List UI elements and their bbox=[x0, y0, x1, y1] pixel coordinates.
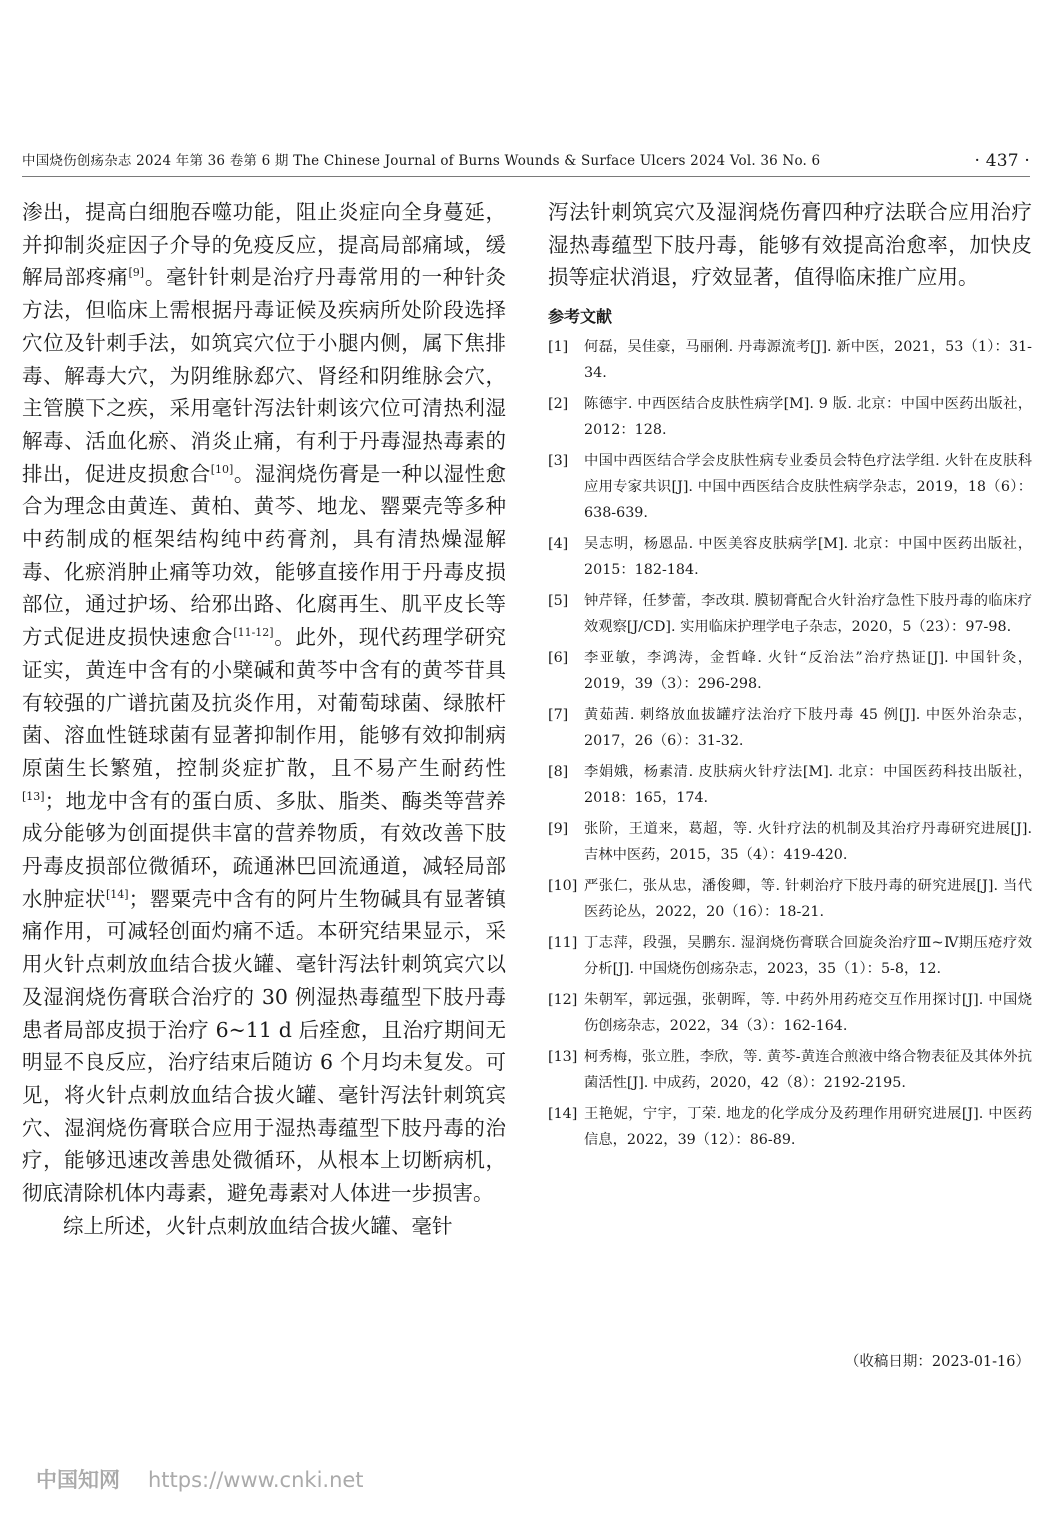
reference-number: [10] bbox=[548, 878, 578, 895]
reference-item bbox=[548, 987, 1032, 1039]
citation: [9] bbox=[128, 266, 145, 280]
header-rule bbox=[22, 176, 1030, 177]
reference-text: 严张仁，张从忠，潘俊卿，等. 针刺治疗下肢丹毒的研究进展[J]. 当代医药论丛，2022，20（16）：18-21. bbox=[584, 878, 1032, 921]
reference-text: 吴志明，杨恩品. 中医美容皮肤病学[M]. 北京：中国中医药出版社，2015：182-184. bbox=[584, 536, 1032, 579]
citation: [11-12] bbox=[233, 626, 274, 640]
conclusion-paragraph: 综上所述，火针点刺放血结合拔火罐、毫针 bbox=[63, 1213, 453, 1238]
reference-text: 黄茹茜. 刺络放血拔罐疗法治疗下肢丹毒 45 例[J]. 中医外治杂志，2017，26（6）：31-32. bbox=[584, 707, 1032, 750]
reference-number: [12] bbox=[548, 992, 578, 1009]
reference-number: [7] bbox=[548, 707, 569, 724]
reference-item bbox=[548, 1044, 1032, 1096]
reference-number: [11] bbox=[548, 935, 578, 952]
text-run: ；罂粟壳中含有的阿片生物碱具有显著镇痛作用，可减轻创面灼痛不适。本研究结果显示，采用火针点刺放血结合拔火罐、毫针泻法针刺筑宾穴以及湿润烧伤膏联合治疗的 30 例湿热毒蕴型下肢丹毒患者局部皮损于治疗 6~11 d 后痊愈，且治疗期间无明显不良反应，治疗结束后随访 6 个月均未复发。可见，将火针点刺放血结合拔火罐、毫针泻法针刺筑宾穴、湿润烧伤膏联合应用于湿热毒蕴型下肢丹毒的治疗，能够迅速改善患处微循环，从根本上切断病机，彻底清除机体内毒素，避免毒素对人体进一步损害。 bbox=[22, 886, 507, 1206]
reference-text: 张阶，王道来，葛超，等. 火针疗法的机制及其治疗丹毒研究进展[J]. 吉林中医药，2015，35（4）：419-420. bbox=[584, 821, 1032, 864]
reference-text: 中国中西医结合学会皮肤性病专业委员会特色疗法学组. 火针在皮肤科应用专家共识[J]. 中国中西医结合皮肤性病学杂志，2019，18（6）：638-639. bbox=[584, 453, 1032, 522]
citation: [14] bbox=[105, 887, 129, 901]
reference-item bbox=[548, 816, 1032, 868]
journal-title-cn: 中国烧伤创疡杂志 2024 年第 36 卷第 6 期 bbox=[22, 153, 289, 169]
watermark-url: https://www.cnki.net bbox=[148, 1468, 364, 1492]
reference-item bbox=[548, 531, 1032, 583]
text-run: 。湿润烧伤膏是一种以湿性愈合为理念由黄连、黄柏、黄芩、地龙、罂粟壳等多种中药制成的框架结构纯中药膏剂，具有清热燥湿解毒、化瘀消肿止痛等功效，能够直接作用于丹毒皮损部位，通过护场、给邪出路、化腐再生、肌平皮长等方式促进皮损快速愈合 bbox=[22, 461, 507, 650]
reference-item bbox=[548, 759, 1032, 811]
conclusion-continued: 泻法针刺筑宾穴及湿润烧伤膏四种疗法联合应用治疗湿热毒蕴型下肢丹毒，能够有效提高治愈率，加快皮损等症状消退，疗效显著，值得临床推广应用。 bbox=[548, 200, 1032, 290]
reference-item bbox=[548, 930, 1032, 982]
reference-text: 何磊，吴佳豪，马丽俐. 丹毒源流考[J]. 新中医，2021，53（1）：31-34. bbox=[584, 339, 1032, 382]
reference-number: [8] bbox=[548, 764, 569, 781]
reference-number: [5] bbox=[548, 593, 569, 610]
reference-item bbox=[548, 645, 1032, 697]
journal-title-en: The Chinese Journal of Burns Wounds & Surface Ulcers 2024 Vol. 36 No. 6 bbox=[293, 153, 821, 169]
journal-info bbox=[22, 150, 820, 172]
reference-number: [9] bbox=[548, 821, 569, 838]
reference-item bbox=[548, 702, 1032, 754]
reference-number: [14] bbox=[548, 1106, 578, 1123]
reference-number: [6] bbox=[548, 650, 569, 667]
reference-text: 朱朝军，郭远强，张朝晖，等. 中药外用药疮交互作用探讨[J]. 中国烧伤创疡杂志，2022，34（3）：162-164. bbox=[584, 992, 1032, 1035]
cnki-watermark bbox=[36, 1464, 364, 1494]
text-run: ；地龙中含有的蛋白质、多肽、脂类、酶类等营养成分能够为创面提供丰富的营养物质，有效改善下肢丹毒皮损部位微循环，疏通淋巴回流通道，减轻局部水肿症状 bbox=[22, 788, 506, 911]
reference-text: 丁志萍，段强，吴鹏东. 湿润烧伤膏联合回旋灸治疗Ⅲ~Ⅳ期压疮疗效分析[J]. 中国烧伤创疡杂志，2023，35（1）：5-8，12. bbox=[584, 935, 1032, 978]
reference-item bbox=[548, 448, 1032, 526]
reference-list bbox=[548, 334, 1032, 1153]
reference-text: 陈德宇. 中西医结合皮肤性病学[M]. 9 版. 北京：中国中医药出版社，2012：128. bbox=[584, 396, 1032, 439]
reference-number: [1] bbox=[548, 339, 569, 356]
discussion-paragraph bbox=[22, 196, 506, 1210]
text-run: 。毫针针刺是治疗丹毒常用的一种针灸方法，但临床上需根据丹毒证候及疾病所处阶段选择穴位及针刺手法，如筑宾穴位于小腿内侧，属下焦排毒、解毒大穴，为阴维脉郄穴、肾经和阴维脉会穴，主管膜下之疾，采用毫针泻法针刺该穴位可清热利湿解毒、活血化瘀、消炎止痛，有利于丹毒湿热毒素的排出，促进皮损愈合 bbox=[22, 265, 507, 486]
reference-number: [13] bbox=[548, 1049, 578, 1066]
reference-item bbox=[548, 391, 1032, 443]
reference-item bbox=[548, 334, 1032, 386]
left-column bbox=[22, 196, 506, 1243]
reference-item bbox=[548, 588, 1032, 640]
watermark-brand: 中国知网 bbox=[36, 1468, 120, 1492]
right-column bbox=[548, 196, 1032, 1158]
reference-number: [3] bbox=[548, 453, 569, 470]
reference-item bbox=[548, 873, 1032, 925]
reference-number: [4] bbox=[548, 536, 569, 553]
reference-text: 王艳妮，宁宇，丁荣. 地龙的化学成分及药理作用研究进展[J]. 中医药信息，2022，39（12）：86-89. bbox=[584, 1106, 1032, 1149]
reference-text: 钟芹铎，任梦蕾，李改琪. 膜韧膏配合火针治疗急性下肢丹毒的临床疗效观察[J/CD]. 实用临床护理学电子杂志，2020，5（23）：97-98. bbox=[584, 593, 1032, 636]
text-run: 。此外，现代药理学研究证实，黄连中含有的小檗碱和黄芩中含有的黄芩苷具有较强的广谱抗菌及抗炎作用，对葡萄球菌、绿脓杆菌、溶血性链球菌有显著抑制作用，能够有效抑制病原菌生长繁殖，控制炎症扩散，且不易产生耐药性 bbox=[22, 625, 507, 780]
reference-text: 李亚敏，李鸿涛，金哲峰. 火针“反治法”治疗热证[J]. 中国针灸，2019，39（3）：296-298. bbox=[584, 650, 1032, 693]
references-heading: 参考文献 bbox=[548, 307, 613, 327]
received-date: （收稿日期：2023-01-16） bbox=[844, 1354, 1030, 1370]
citation: [10] bbox=[210, 462, 234, 476]
page-number: · 437 · bbox=[974, 151, 1030, 171]
running-header bbox=[22, 150, 1030, 172]
reference-item bbox=[548, 1101, 1032, 1153]
text-run: 渗出，提高白细胞吞噬功能，阻止炎症向全身蔓延，并抑制炎症因子介导的免疫反应，提高局部痛域，缓解局部疼痛 bbox=[22, 200, 506, 290]
reference-number: [2] bbox=[548, 396, 569, 413]
reference-text: 李娟娥，杨素清. 皮肤病火针疗法[M]. 北京：中国医药科技出版社，2018：165，174. bbox=[584, 764, 1032, 807]
reference-text: 柯秀梅，张立胜，李欣，等. 黄芩-黄连合煎液中络合物表征及其体外抗菌活性[J]. 中成药，2020，42（8）：2192-2195. bbox=[584, 1049, 1032, 1092]
citation: [13] bbox=[22, 789, 45, 803]
